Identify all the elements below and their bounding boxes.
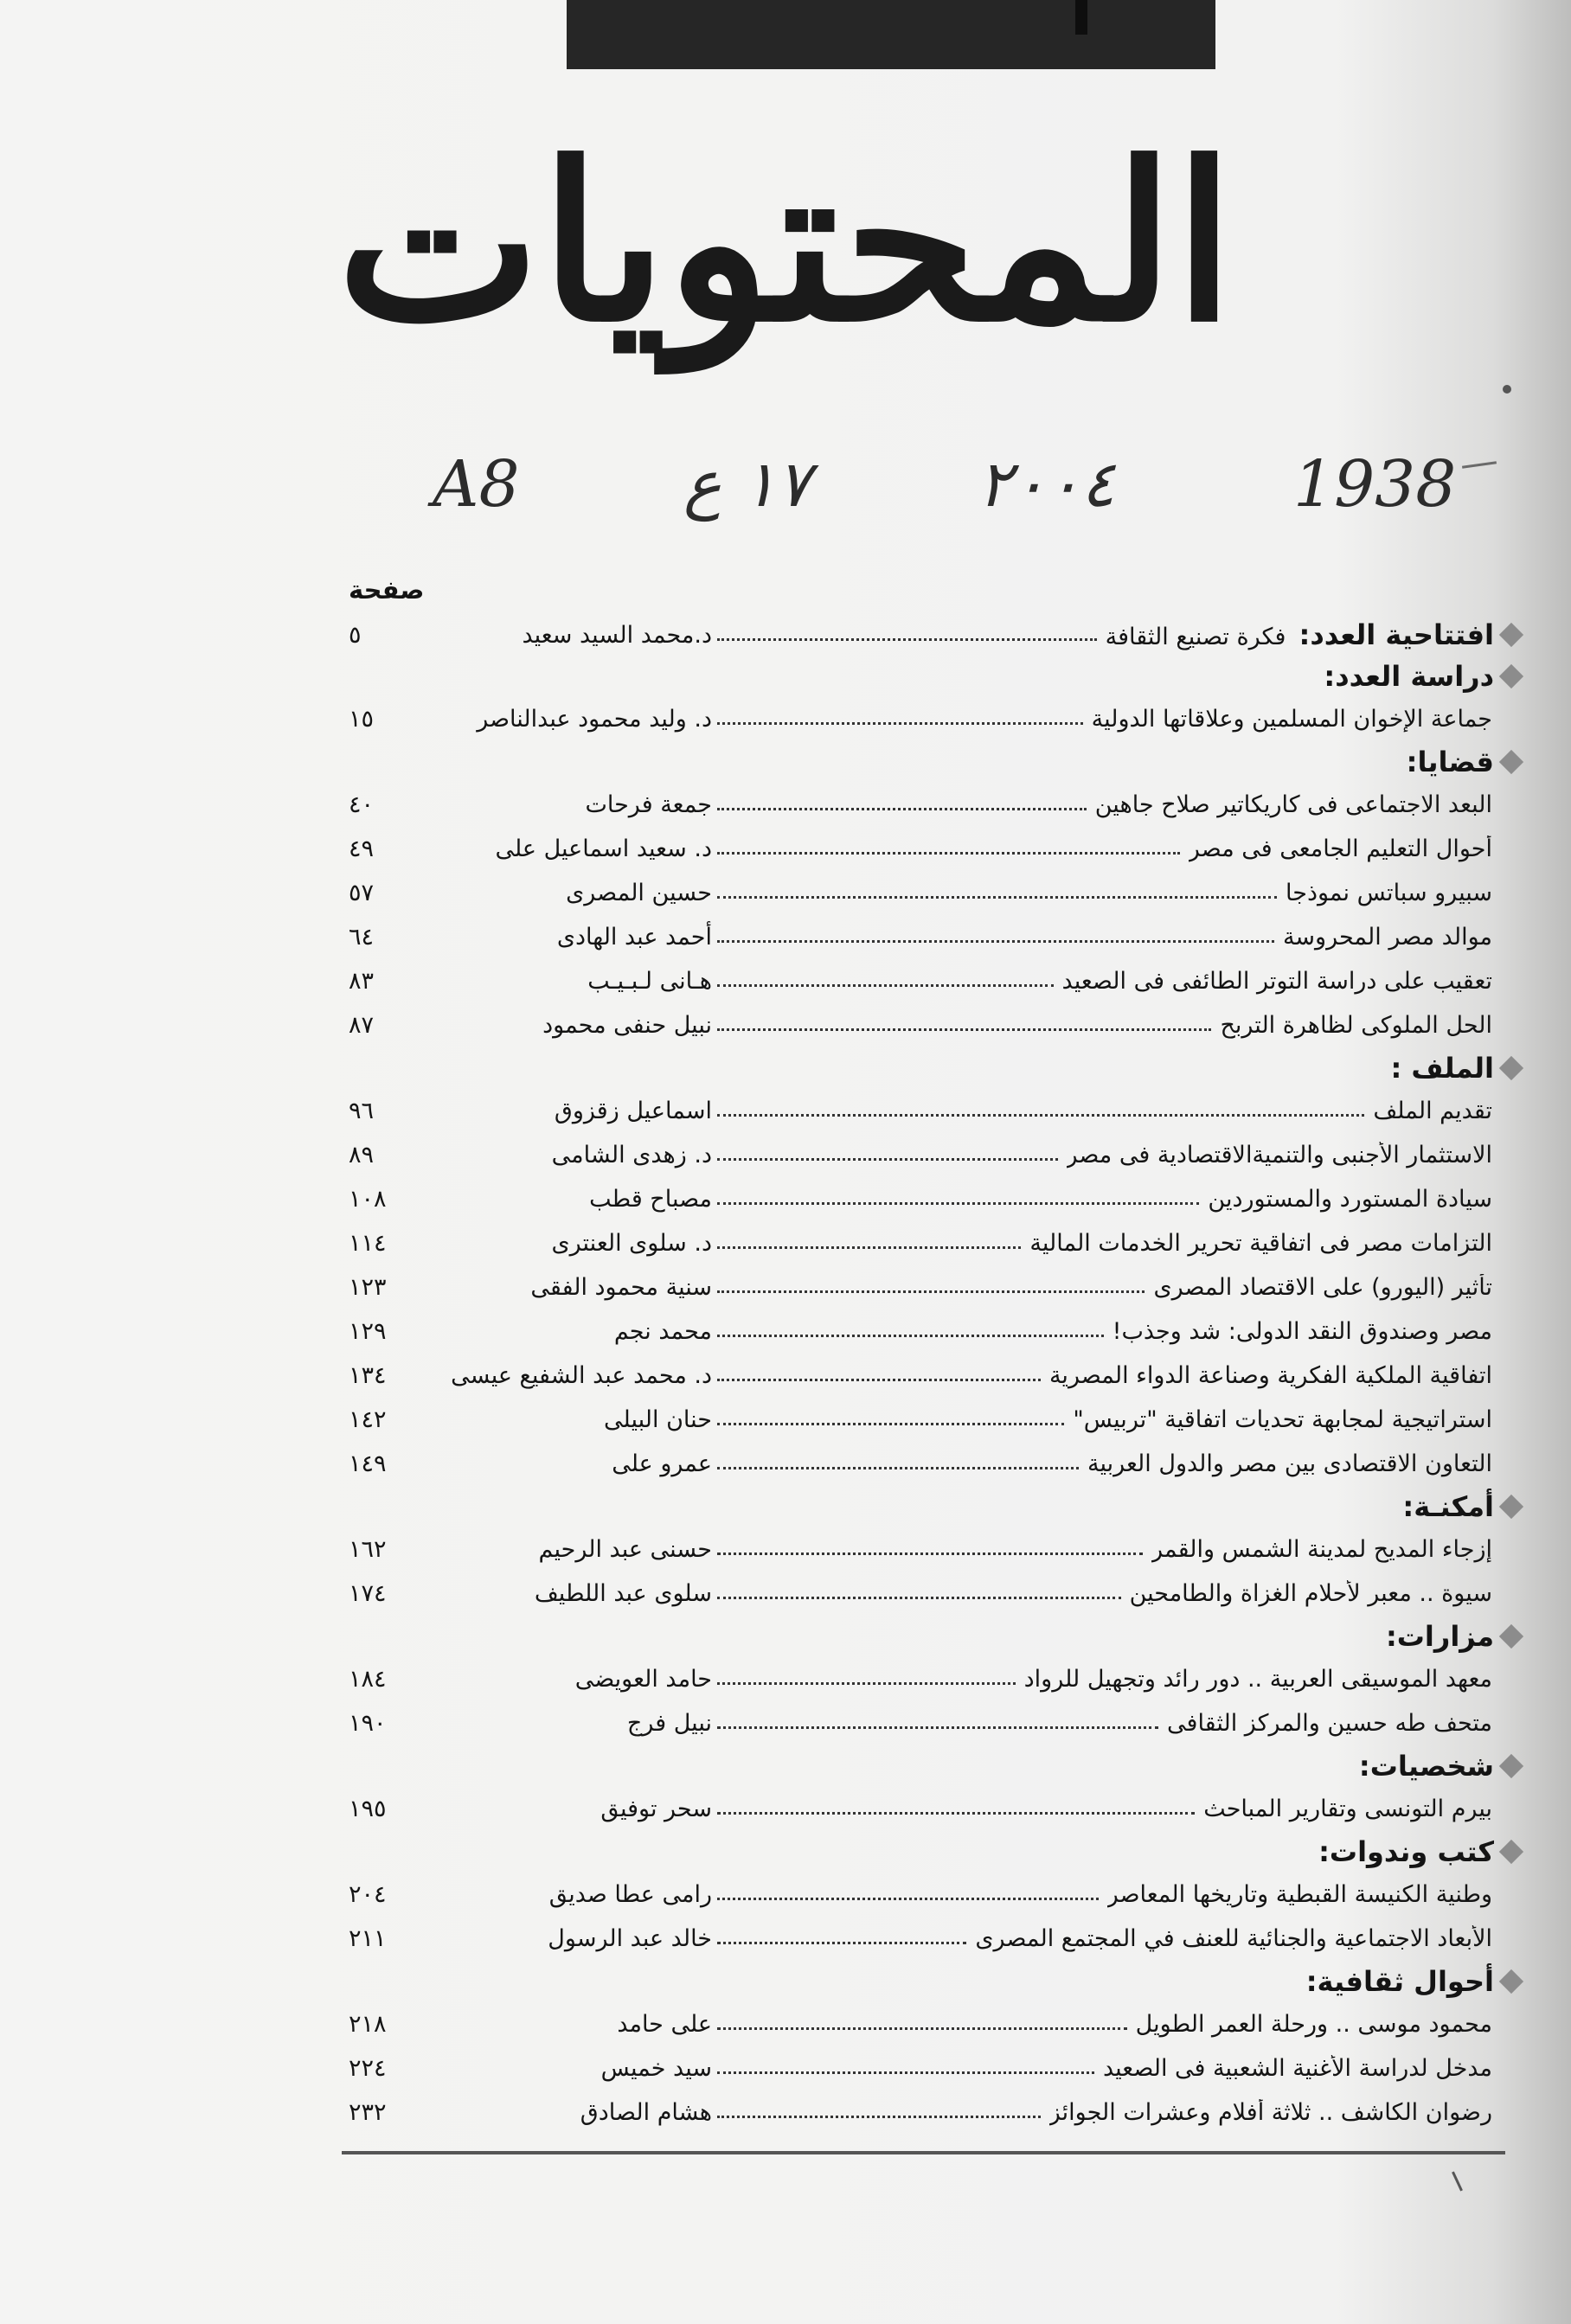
section-label	[1106, 618, 1494, 651]
entry-title: تعقيب على دراسة التوتر الطائفى فى الصعيد	[1061, 968, 1492, 995]
toc-entry-row	[342, 959, 1492, 1003]
entry-author: د. محمد عبد الشفيع عيسى	[451, 1362, 712, 1389]
toc-entry-row	[342, 1657, 1492, 1701]
entry-title: معهد الموسيقى العربية .. دور رائد وتجهيل للرواد	[1023, 1666, 1492, 1693]
page-column-header: صفحة	[349, 575, 425, 605]
entry-author: رامى عطا صديق	[548, 1881, 712, 1908]
dot-leader	[717, 2027, 1127, 2030]
toc-sections	[342, 656, 1492, 2135]
handwritten-note-right: 1938	[1293, 447, 1457, 522]
entry-author: عمرو على	[612, 1450, 712, 1477]
entry-page-number: ١٧٤	[349, 1580, 387, 1607]
entry-title: إزجاء المديح لمدينة الشمس والقمر	[1151, 1536, 1492, 1563]
top-black-bar	[567, 0, 1215, 69]
entry-title: تأثير (اليورو) على الاقتصاد المصرى	[1153, 1274, 1492, 1301]
toc-entry-row	[342, 827, 1492, 871]
entry-page-number: ٢١٨	[349, 2011, 387, 2038]
dot-leader	[717, 1553, 1143, 1555]
entry-page-number: ٨٧	[349, 1012, 375, 1039]
dot-leader	[717, 896, 1277, 899]
entry-author: خالد عبد الرسول	[548, 1925, 712, 1952]
section-label: دراسة العدد:	[1324, 660, 1494, 693]
entry-author: د. وليد محمود عبدالناصر	[477, 706, 712, 733]
diamond-bullet-icon	[1499, 664, 1523, 688]
toc-entry-row	[342, 2002, 1492, 2046]
pen-corner-mark	[1452, 2171, 1463, 2191]
entry-title: بيرم التونسى وتقارير المباحث	[1203, 1796, 1492, 1822]
dot-leader	[717, 808, 1087, 810]
entry-author: حسين المصرى	[566, 880, 712, 906]
entry-page-number: ٢٢٤	[349, 2055, 387, 2082]
toc-entry-row	[342, 1527, 1492, 1572]
entry-title: التعاون الاقتصادى بين مصر والدول العربية	[1087, 1450, 1492, 1477]
handwritten-note-middle-left: ١٧ ع	[683, 447, 811, 522]
dot-leader	[717, 1682, 1016, 1685]
diamond-bullet-icon	[1499, 750, 1523, 774]
dot-leader	[717, 1898, 1099, 1900]
dot-leader	[717, 852, 1180, 855]
entry-author: د. زهدى الشامى	[551, 1142, 712, 1168]
entry-title: مدخل لدراسة الأغنية الشعبية فى الصعيد	[1102, 2055, 1492, 2082]
pen-tick-mark	[1462, 461, 1497, 469]
dot-leader	[717, 1597, 1121, 1599]
entry-author: هـانى لـبـيـب	[587, 968, 712, 995]
dot-leader	[717, 1379, 1041, 1381]
dot-leader	[717, 1290, 1145, 1293]
toc-entry-row	[342, 1354, 1492, 1398]
entry-page-number: ١٤٢	[349, 1406, 387, 1433]
entry-author: حامد العويضى	[574, 1666, 712, 1693]
toc-entry-row	[342, 1701, 1492, 1745]
toc-entry-row	[342, 1221, 1492, 1265]
dot-leader	[717, 984, 1054, 987]
toc-entry-row	[342, 1873, 1492, 1917]
section-label: أمكنـة:	[1402, 1490, 1494, 1523]
entry-page-number: ٢١١	[349, 1925, 387, 1952]
entry-page-number: ١٩٠	[349, 1710, 387, 1737]
ink-dot	[1503, 385, 1511, 394]
entry-title: استراتيجية لمجابهة تحديات اتفاقية "تربيس"	[1073, 1406, 1492, 1433]
dot-leader	[717, 1726, 1158, 1729]
entry-title: الاستثمار الأجنبى والتنميةالاقتصادية فى مصر	[1066, 1142, 1492, 1168]
entry-author: سحر توفيق	[600, 1796, 712, 1822]
entry-page-number: ١١٤	[349, 1230, 387, 1257]
entry-title: وطنية الكنيسة القبطية وتاريخها المعاصر	[1106, 1881, 1492, 1908]
dot-leader	[717, 1114, 1364, 1117]
entry-title: الحل الملوكى لظاهرة التربح	[1220, 1012, 1492, 1039]
toc-entry-row	[342, 915, 1492, 959]
entry-title: سبيرو سباتس نموذجا	[1286, 880, 1492, 906]
entry-author: نبيل فرج	[626, 1710, 712, 1737]
section-label: قضايا:	[1406, 746, 1494, 778]
toc-entry-row	[342, 1177, 1492, 1221]
entry-author: هشام الصادق	[580, 2099, 712, 2126]
entry-title: رضوان الكاشف .. ثلاثة أفلام وعشرات الجوائز	[1048, 2099, 1492, 2126]
toc-entry-row	[342, 1309, 1492, 1354]
section-label: الملف :	[1390, 1052, 1494, 1085]
entry-title: اتفاقية الملكية الفكرية وصناعة الدواء المصرية	[1048, 1362, 1492, 1389]
entry-page-number: ٨٣	[349, 968, 375, 995]
dot-leader	[717, 1467, 1079, 1469]
toc-entry-row	[342, 871, 1492, 915]
toc-section-heading	[342, 1486, 1492, 1527]
diamond-bullet-icon	[1499, 1969, 1523, 1994]
entry-author: مصباح قطب	[589, 1186, 712, 1213]
entry-title: سيادة المستورد والمستوردين	[1208, 1186, 1492, 1213]
section-label: مزارات:	[1385, 1620, 1494, 1653]
entry-title: سيوة .. معبر لأحلام الغزاة والطامحين	[1129, 1580, 1492, 1607]
entry-title: مصر وصندوق النقد الدولى: شد وجذب!	[1112, 1318, 1492, 1345]
dot-leader	[717, 1158, 1058, 1161]
toc-entry-row	[342, 697, 1492, 741]
entry-title: الأبعاد الاجتماعية والجنائية للعنف في المجتمع المصرى	[975, 1925, 1492, 1952]
entry-author: سنية محمود الفقى	[530, 1274, 712, 1301]
toc-entry-row	[342, 1442, 1492, 1486]
entry-page-number: ٥	[349, 621, 362, 649]
top-bar-notch	[1075, 0, 1087, 35]
toc-entry-row	[342, 1003, 1492, 1047]
entry-author: محمد نجم	[613, 1318, 712, 1345]
dot-leader	[717, 722, 1083, 725]
entry-page-number: ٨٩	[349, 1142, 375, 1168]
entry-title: التزامات مصر فى اتفاقية تحرير الخدمات المالية	[1029, 1230, 1492, 1257]
entry-author: د. سلوى العنترى	[551, 1230, 712, 1257]
toc-entry-row	[342, 1398, 1492, 1442]
handwritten-note-middle-right: ٢٠٠٤	[978, 447, 1115, 522]
entry-title: أحوال التعليم الجامعى فى مصر	[1188, 835, 1492, 862]
entry-title: جماعة الإخوان المسلمين وعلاقاتها الدولية	[1091, 706, 1492, 733]
toc-entry-row	[342, 1265, 1492, 1309]
dot-leader	[717, 1246, 1021, 1249]
entry-page-number: ١٢٣	[349, 1274, 387, 1301]
entry-page-number: ١٦٢	[349, 1536, 387, 1563]
entry-author: أحمد عبد الهادى	[556, 924, 712, 951]
opening-label: افتتاحية العدد:	[1298, 618, 1494, 651]
entry-author: حسنى عبد الرحيم	[538, 1536, 712, 1563]
entry-page-number: ١٥	[349, 706, 375, 733]
diamond-bullet-icon	[1499, 1840, 1523, 1864]
toc-section-heading	[342, 1961, 1492, 2002]
entry-title: متحف طه حسين والمركز الثقافى	[1167, 1710, 1492, 1737]
diamond-bullet-icon	[1499, 1754, 1523, 1778]
toc-entry-row	[342, 783, 1492, 827]
entry-page-number: ٢٠٤	[349, 1881, 387, 1908]
entry-author: سيد خميس	[600, 2055, 712, 2082]
entry-title: البعد الاجتماعى فى كاريكاتير صلاح جاهين	[1094, 791, 1492, 818]
toc-section-heading	[342, 1831, 1492, 1873]
entry-page-number: ٩٦	[349, 1098, 375, 1124]
dot-leader	[717, 1202, 1199, 1205]
handwritten-note-left: A8	[433, 447, 520, 522]
entry-author: جمعة فرحات	[585, 791, 712, 818]
dot-leader	[717, 940, 1274, 943]
toc-section-heading	[342, 741, 1492, 783]
section-label: كتب وندوات:	[1318, 1835, 1494, 1868]
dot-leader	[717, 1812, 1195, 1815]
dot-leader	[717, 2116, 1041, 2118]
dot-leader	[717, 1028, 1211, 1031]
toc-entry-row	[342, 1133, 1492, 1177]
toc-opening-row	[342, 614, 1492, 656]
dot-leader	[717, 1423, 1064, 1425]
bottom-rule	[342, 2151, 1505, 2154]
entry-title: موالد مصر المحروسة	[1282, 924, 1492, 951]
entry-title: فكرة تصنيع الثقافة	[1105, 624, 1286, 650]
entry-page-number: ١٩٥	[349, 1796, 387, 1822]
toc-section-heading	[342, 1047, 1492, 1089]
entry-title: تقديم الملف	[1373, 1098, 1492, 1124]
dot-leader	[717, 1942, 966, 1944]
diamond-bullet-icon	[1499, 1624, 1523, 1649]
toc-entry-row	[342, 1572, 1492, 1616]
toc-section-heading	[342, 1745, 1492, 1787]
entry-page-number: ٤٠	[349, 791, 375, 818]
entry-page-number: ١٢٩	[349, 1318, 387, 1345]
entry-author: اسماعيل زقزوق	[554, 1098, 712, 1124]
toc-section-heading	[342, 656, 1492, 697]
toc-entry-row	[342, 2090, 1492, 2135]
page-title: المحتويات	[337, 115, 1234, 369]
entry-page-number: ٢٣٢	[349, 2099, 387, 2126]
toc-entry-row	[342, 1089, 1492, 1133]
entry-author: د.محمد السيد سعيد	[522, 621, 712, 649]
diamond-bullet-icon	[1499, 1056, 1523, 1080]
dot-leader	[717, 1335, 1104, 1337]
entry-author: د. سعيد اسماعيل على	[495, 835, 712, 862]
dot-leader	[717, 638, 1097, 641]
entry-title: محمود موسى .. ورحلة العمر الطويل	[1135, 2011, 1492, 2038]
toc-entry-row	[342, 1917, 1492, 1961]
entry-page-number: ١٠٨	[349, 1186, 387, 1213]
dot-leader	[717, 2071, 1094, 2074]
entry-author: نبيل حنفى محمود	[542, 1012, 712, 1039]
entry-author: سلوى عبد اللطيف	[534, 1580, 712, 1607]
toc-entry-row	[342, 2046, 1492, 2090]
table-of-contents	[342, 567, 1492, 2135]
entry-author: حنان البيلى	[604, 1406, 712, 1433]
section-label: شخصيات:	[1358, 1750, 1494, 1783]
entry-page-number: ١٤٩	[349, 1450, 387, 1477]
diamond-bullet-icon	[1499, 1495, 1523, 1519]
toc-entry-row	[342, 1787, 1492, 1831]
toc-section-heading	[342, 1616, 1492, 1657]
entry-page-number: ١٨٤	[349, 1666, 387, 1693]
entry-author: على حامد	[617, 2011, 712, 2038]
entry-page-number: ١٣٤	[349, 1362, 387, 1389]
entry-page-number: ٥٧	[349, 880, 375, 906]
entry-page-number: ٦٤	[349, 924, 375, 951]
section-label: أحوال ثقافية:	[1305, 1965, 1494, 1998]
entry-page-number: ٤٩	[349, 835, 375, 862]
diamond-bullet-icon	[1499, 623, 1523, 647]
